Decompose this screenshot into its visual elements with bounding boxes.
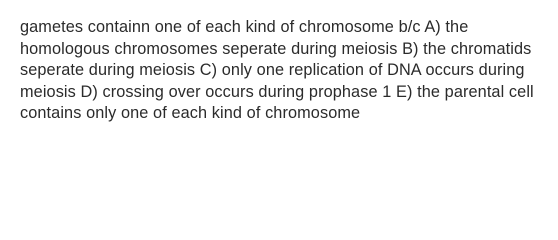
question-text: gametes containn one of each kind of chromosome b/c A) the homologous chromosomes seperate during meiosis B) the chromatids seperate during meiosis C) only one replication of DNA occurs during meiosis D) crossing over occurs during prophase 1 E) the parental cell contains only one of each kind of chromosome xyxy=(20,18,534,122)
